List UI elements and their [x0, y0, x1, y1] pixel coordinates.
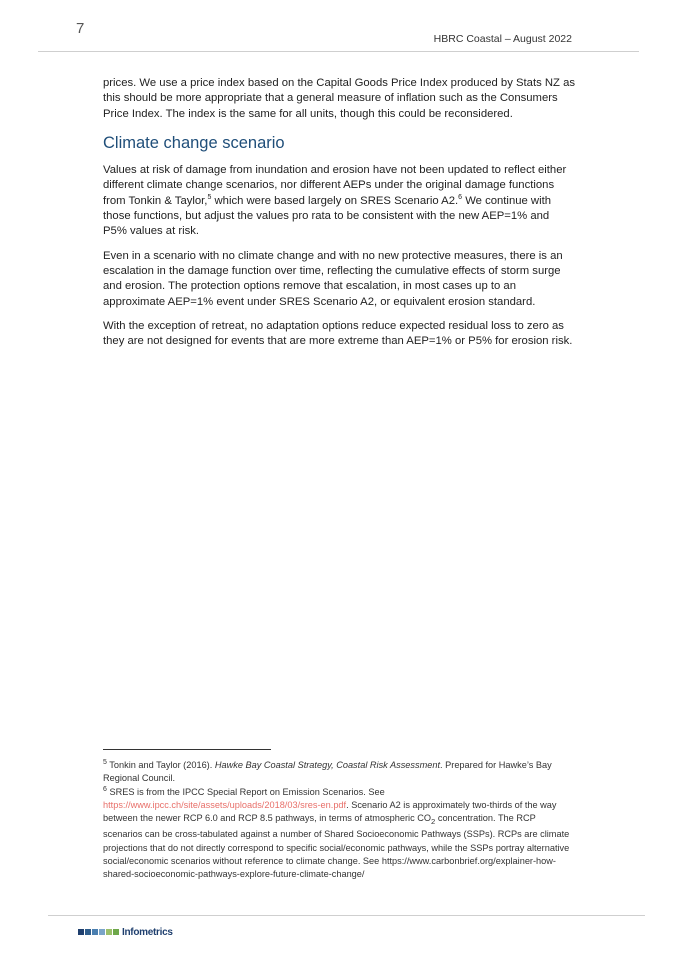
logo-square-4: [99, 929, 105, 935]
infometrics-logo: [78, 925, 173, 939]
footnote-5: [103, 759, 575, 786]
logo-square-3: [92, 929, 98, 935]
footnote-rule: [103, 749, 271, 750]
logo-squares-icon: [78, 929, 119, 935]
fn6-text-b: . Scenario A2 is approximately two-thirds of the way between the newer RCP 6.0 and RCP 8.5 pathways, in terms of atmospheric CO: [103, 799, 557, 824]
footnote-ref-6[interactable]: 6: [458, 194, 463, 202]
footnote-ref-5[interactable]: 5: [207, 194, 212, 202]
logo-text: Infometrics: [122, 926, 173, 938]
paragraph-2: Even in a scenario with no climate change and with no new protective measures, there is an escalation in the damage function over time, reflecting the cumulative effects of storm surge and erosion. The protection options remove that escalation, in most cases up to an approximate AEP=1% event under SRES Scenario A2, or equivalent erosion standard.: [103, 249, 563, 308]
intro-paragraph: prices. We use a price index based on the Capital Goods Price Index produced by Stats NZ as this should be more appropriate that a general measure of inflation such as the Consumers Price Index. The index is the same for all units, though this could be reconsidered.: [103, 77, 576, 120]
fn5-title: Hawke Bay Coastal Strategy, Coastal Risk Assessment: [214, 760, 441, 770]
ipcc-link[interactable]: https://www.ipcc.ch/site/assets/uploads/2018/03/sres-en.pdf: [103, 799, 347, 810]
section-heading: Climate change scenario: [103, 133, 285, 152]
fn6-marker: 6: [103, 785, 107, 793]
footer-rule: [48, 915, 645, 916]
paragraph-1: [103, 163, 575, 239]
co2-subscript: 2: [431, 817, 436, 827]
p1-text-b: which were based largely on SRES Scenario A2.: [211, 194, 459, 207]
fn5-text-b: . Prepared for Hawke’s Bay Regional Council.: [103, 760, 552, 784]
header-title: HBRC Coastal – August 2022: [433, 33, 572, 45]
fn6-text-c: concentration. The RCP scenarios can be cross-tabulated against a number of Shared Socioeconomic Pathways (SSPs). RCPs are climate projections that do not directly correspond to specific social/economic pathways, while the SSPs portray alternative social/economic scenarios without reference to climate change. See https://www.carbonbrief.org/explainer-how-shared-socioeconomic-pathways-explore-future-climate-change/: [103, 813, 570, 880]
fn5-marker: 5: [103, 758, 107, 766]
p1-text-c: We continue with those functions, but adjust the values pro rata to be consistent with the new AEP=1% and P5% values at risk.: [103, 194, 552, 238]
logo-square-5: [106, 929, 112, 935]
p1-text-a: Values at risk of damage from inundation and erosion have not been updated to reflect either different climate change scenarios, nor different AEPs under the original damage functions from Tonkin & Taylor,: [103, 164, 567, 207]
header-rule: [38, 51, 639, 52]
fn5-text-a: Tonkin and Taylor (2016).: [106, 760, 215, 770]
footnote-6: [103, 786, 575, 882]
fn6-text-a: SRES is from the IPCC Special Report on Emission Scenarios. See: [106, 786, 385, 797]
logo-square-2: [85, 929, 91, 935]
logo-square-1: [78, 929, 84, 935]
logo-square-6: [113, 929, 119, 935]
body-text: [103, 76, 575, 358]
footnotes: [103, 759, 575, 882]
paragraph-3: With the exception of retreat, no adaptation options reduce expected residual loss to zero as they are not designed for events that are more extreme than AEP=1% or P5% for erosion risk.: [103, 319, 573, 348]
page-number: 7: [76, 20, 85, 37]
